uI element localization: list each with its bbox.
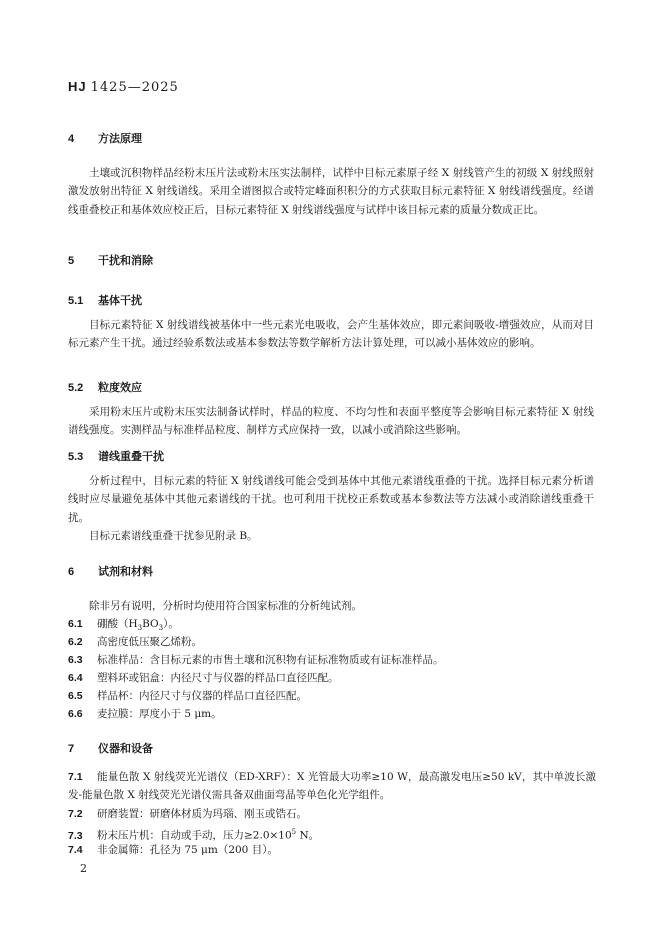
list-item: 7.3 粉末压片机：自动或手动，压力$\ge 2.0\times 10^5$ N。 — [68, 828, 320, 842]
section-5-3-heading: 5.3 谱线重叠干扰 — [68, 450, 164, 463]
list-item: 6.5 样品杯：内径尺寸与仪器的样品口直径匹配。 — [68, 690, 307, 702]
list-item: 6.3 标准样品：含目标元素的市售土壤和沉积物有证标准物质或有证标准样品。 — [68, 654, 444, 666]
section-7-heading: 7 仪器和设备 — [68, 742, 153, 755]
section-5-1-heading: 5.1 基体干扰 — [68, 294, 142, 307]
section-5-3-appendix-note: 目标元素谱线重叠干扰参见附录 B。 — [89, 530, 258, 542]
list-item: 6.6 麦拉膜：厚度小于 5 μm。 — [68, 708, 222, 720]
section-5-3-paragraph: 分析过程中，目标元素的特征 X 射线谱线可能会受到基体中其他元素谱线重叠的干扰。选择目标元素分析谱线时应尽量避免基体中其他元素谱线的干扰。也可利用干扰校正系数或基本参数法等方法减小或消除谱线重叠干扰。 — [68, 475, 594, 524]
list-item: 6.4 塑料环或铝盒：内径尺寸与仪器的样品口直径匹配。 — [68, 672, 339, 684]
list-item: 6.1 硼酸$(H_3BO_3)$。 — [68, 618, 179, 633]
section-4-paragraph: 土壤或沉积物样品经粉末压片法或粉末压实法制样，试样中目标元素原子经 X 射线管产生的初级 X 射线照射激发放射出特征 X 射线谱线。采用全谱图拟合或特定峰面积积分的方式获取目标元素特征 X 射线谱线强度。经谱线重叠校正和基体效应校正后，目标元素特征 X 射线谱线强度与试样中该目标元素的质量分数成正比。 — [68, 167, 594, 216]
page-number: 2 — [80, 862, 87, 875]
section-5-2-paragraph: 采用粉末压片或粉末压实法制备试样时，样品的粒度、不均匀性和表面平整度等会影响目标元素特征 X 射线谱线强度。实测样品与标准样品粒度、制样方式应保持一致，以减小或消除这些影响。 — [68, 406, 594, 437]
section-5-2-heading: 5.2 粒度效应 — [68, 381, 142, 394]
list-item: 7.4 非金属筛：孔径为 75 μm（200 目）。 — [68, 844, 278, 856]
list-item: 6.2 高密度低压聚乙烯粉。 — [68, 636, 202, 648]
section-6-intro: 除非另有说明，分析时均使用符合国家标准的分析纯试剂。 — [89, 600, 362, 612]
standard-header — [68, 79, 179, 95]
standard-number: 1425—2025 — [90, 80, 179, 95]
list-item: 7.2 研磨装置：研磨体材质为玛瑙、刚玉或锆石。 — [68, 808, 307, 820]
section-5-1-paragraph: 目标元素特征 X 射线谱线被基体中一些元素光电吸收，会产生基体效应，即元素间吸收-增强效应，从而对目标元素产生干扰。通过经验系数法或基本参数法等数学解析方法计算处理，可以减小基体效应的影响。 — [68, 319, 594, 350]
section-6-heading: 6 试剂和材料 — [68, 565, 153, 578]
standard-code: HJ — [68, 79, 87, 94]
section-4-heading: 4 方法原理 — [68, 132, 142, 145]
list-item: 7.1 能量色散 X 射线荧光光谱仪（ED-XRF）：X 光管最大功率≥10 W，最高激发电压≥50 kV，其中单波长激发-能量色散 X 射线荧光光谱仪需具备双曲面弯晶等单色化光学组件。 — [68, 771, 596, 802]
section-5-heading: 5 干扰和消除 — [68, 254, 153, 267]
